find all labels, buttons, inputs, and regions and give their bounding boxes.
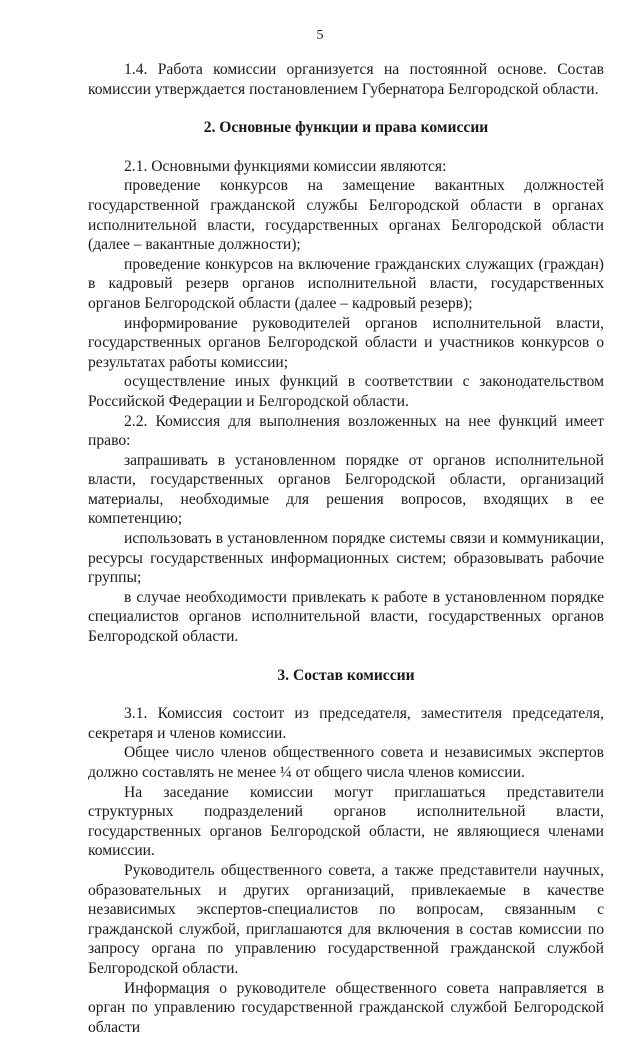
right-item-2: использовать в установленном порядке системы связи и коммуникации, ресурсы государственных информационных систем; образовывать рабочие группы; (88, 530, 604, 587)
paragraph-2-1: 2.1. Основными функциями комиссии являются: (124, 157, 447, 175)
paragraph-3-1: 3.1. Комиссия состоит из председателя, заместителя председателя, секретаря и членов комиссии. (88, 705, 604, 742)
right-item-3: в случае необходимости привлекать к работе в установленном порядке специалистов органов исполнительной власти, государственных органов Белгородской области. (88, 588, 604, 646)
right-item-1: запрашивать в установленном порядке от органов исполнительной власти, государственных органов Белгородской области, организаций материалы, необходимые для решения вопросов, входящих в ее компетенцию; (88, 451, 604, 528)
paragraph-3-4: Руководитель общественного совета, а также представители научных, образовательных и других организаций, привлекаемые в качестве независимых экспертов-специалистов по вопросам, связанным с гражданской службой, приглашаются для включения в состав комиссии по запросу органа по управлению государственной гражданской службой Белгородской области. (88, 861, 604, 977)
function-item-3: информирование руководителей органов исполнительной власти, государственных органов Белгородской области и участников конкурсов о результатах работы комиссии; (88, 314, 604, 371)
function-item-2: проведение конкурсов на включение гражданских служащих (граждан) в кадровый резерв органов исполнительной власти, государственных органов Белгородской области (далее – кадровый резерв); (88, 255, 604, 312)
paragraph-3-5: Информация о руководителе общественного совета направляется в орган по управлению государственной гражданской службой Белгородской области (88, 979, 604, 1036)
paragraph-1-4: 1.4. Работа комиссии организуется на постоянной основе. Состав комиссии утверждается постановлением Губернатора Белгородской области. (88, 61, 604, 98)
function-item-4: осуществление иных функций в соответствии с законодательством Российской Федерации и Белгородской области. (88, 373, 604, 410)
function-item-1: проведение конкурсов на замещение вакантных должностей государственной гражданской службы Белгородской области в органах исполнительной власти, государственных органах Белгородской области (далее – вакантные должности); (88, 177, 604, 254)
paragraph-3-3: На заседание комиссии могут приглашаться представители структурных подразделений органов исполнительной власти, государственных органов Белгородской области, не являющиеся членами комиссии. (88, 783, 604, 860)
section-2-heading: 2. Основные функции и права комиссии (203, 119, 489, 137)
document-body (88, 60, 604, 1037)
section-3-heading: 3. Состав комиссии (277, 666, 415, 684)
paragraph-3-2: Общее число членов общественного совета и независимых экспертов должно составлять не менее ¼ от общего числа членов комиссии. (88, 744, 604, 781)
page-number: 5 (316, 28, 324, 43)
paragraph-2-2: 2.2. Комиссия для выполнения возложенных на нее функций имеет право: (88, 412, 604, 450)
